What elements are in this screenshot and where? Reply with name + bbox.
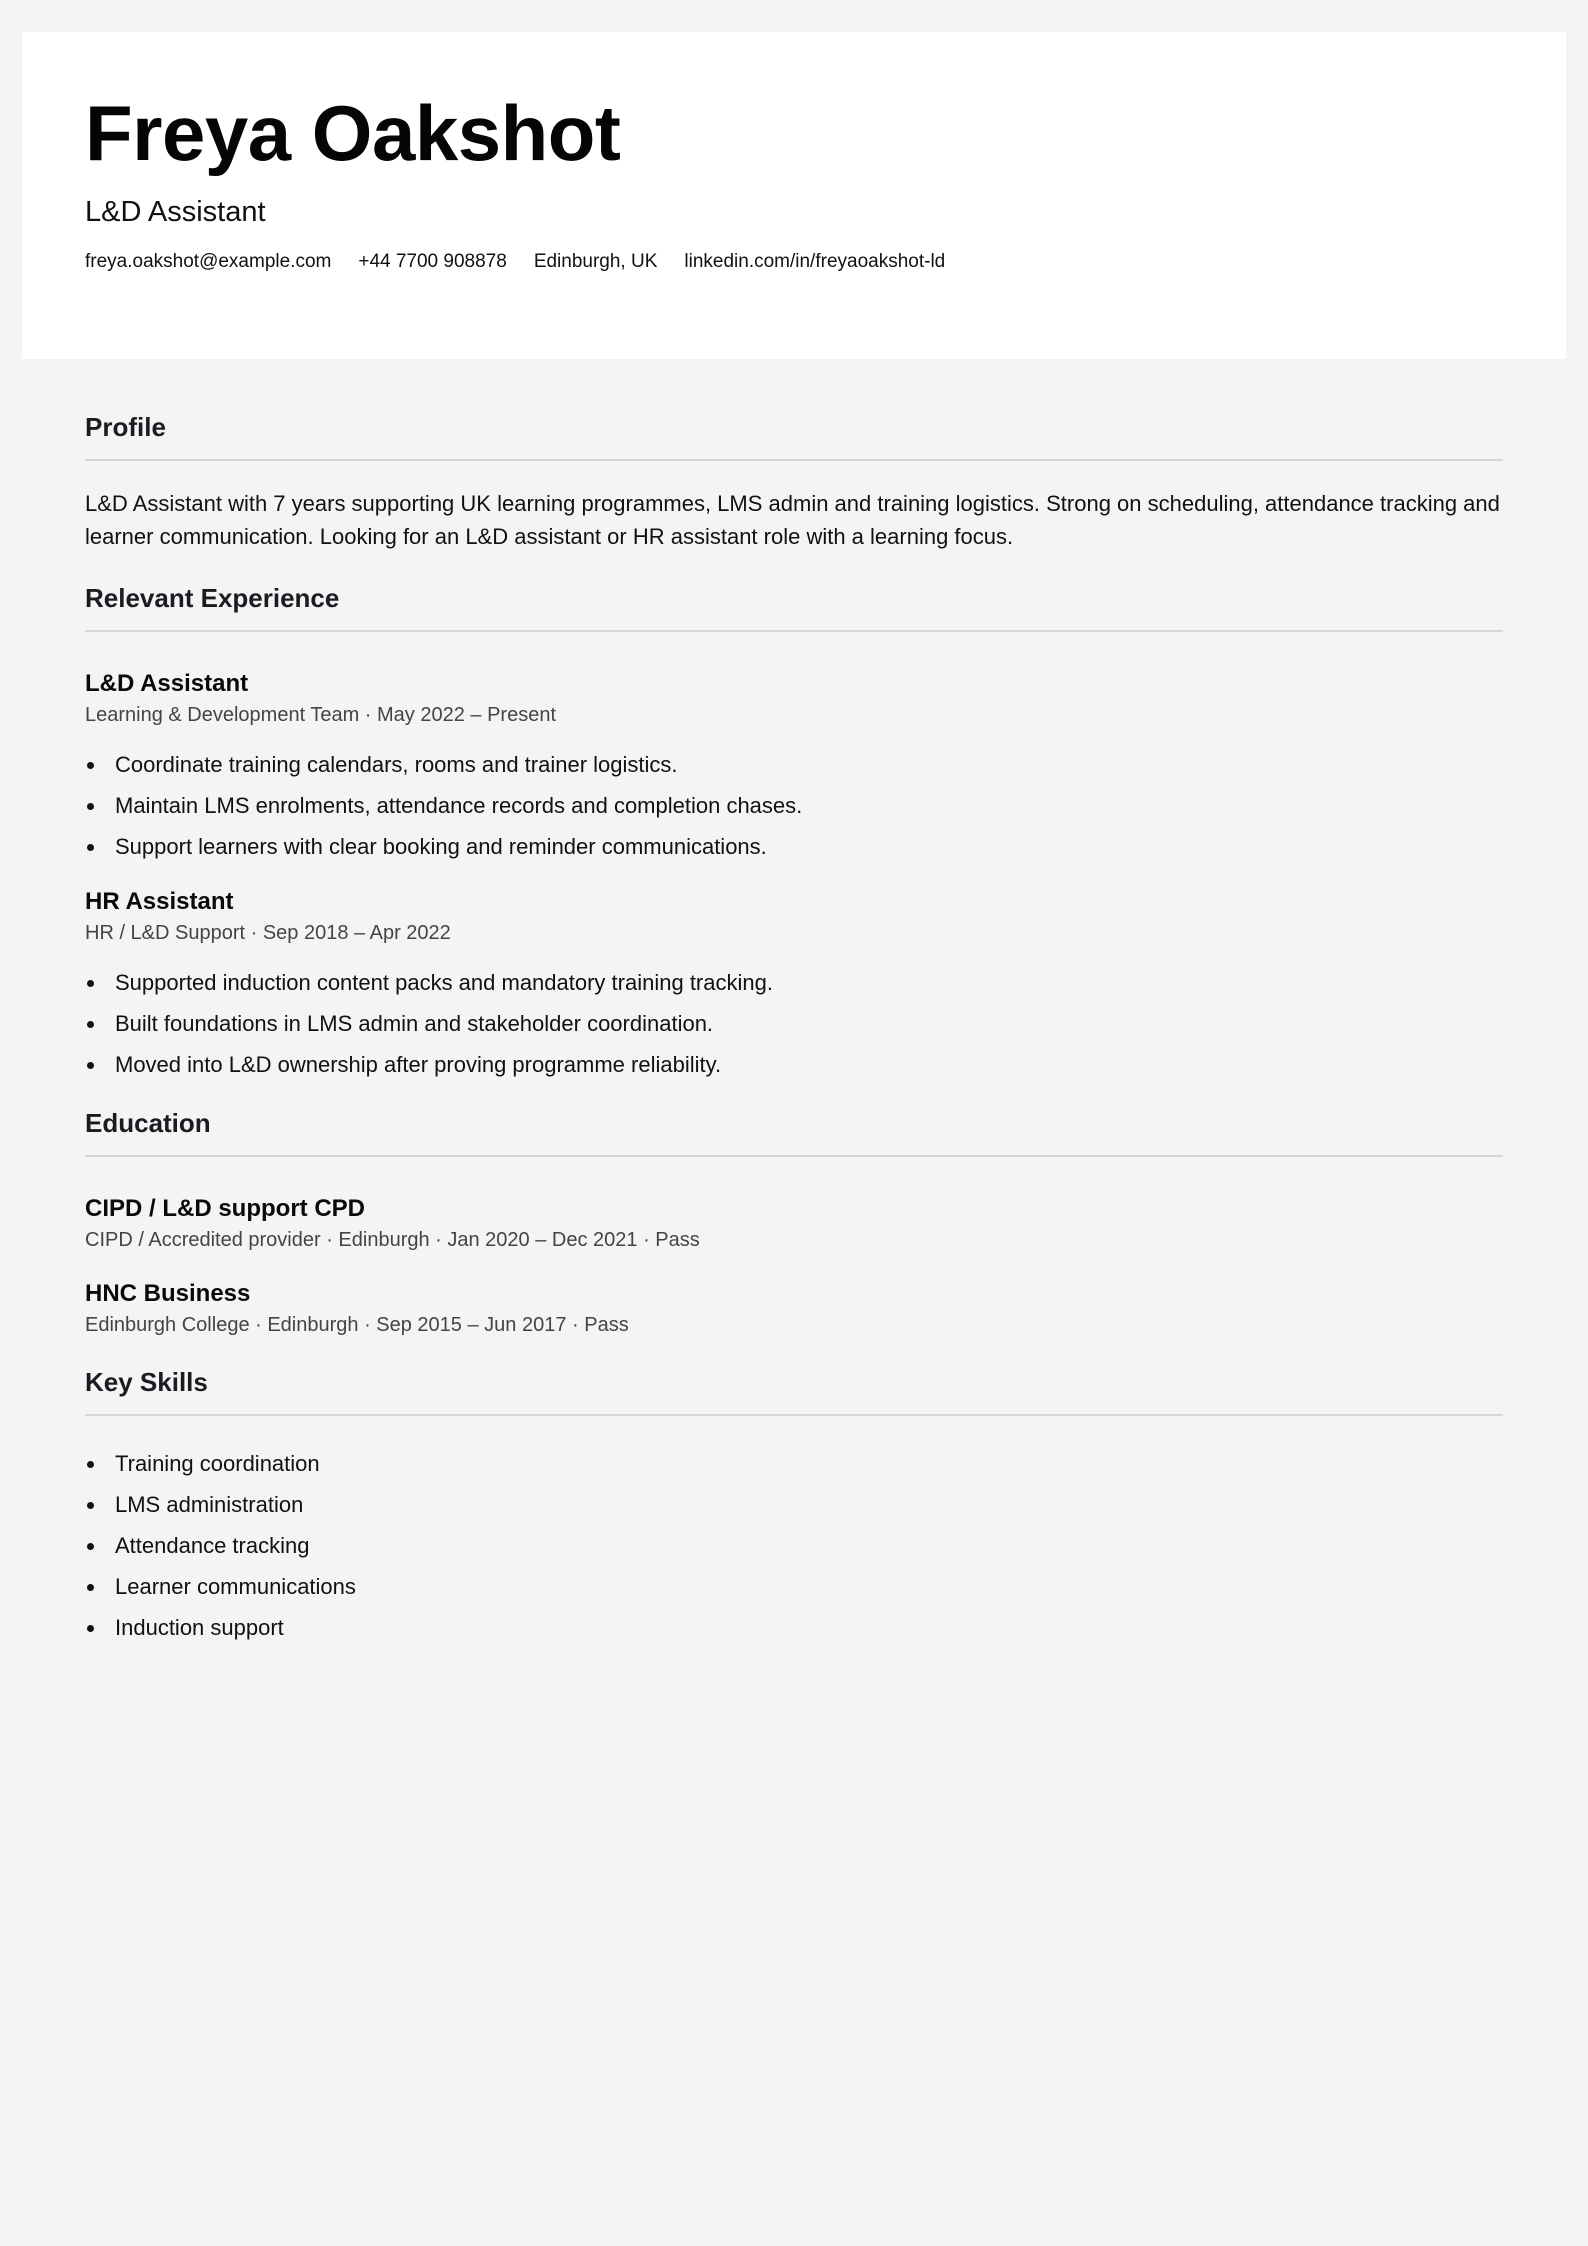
list-item: Supported induction content packs and mandatory training tracking. [85,969,1503,996]
job-meta: Learning & Development Team · May 2022 – Present [85,704,557,726]
education-entry [85,1280,1503,1337]
list-item: Coordinate training calendars, rooms and trainer logistics. [85,751,1503,778]
list-item: Learner communications [85,1573,1503,1600]
section-heading: Profile [85,412,1503,461]
list-item: Training coordination [85,1450,1503,1477]
list-item: Moved into L&D ownership after proving programme reliability. [85,1051,1503,1078]
contact-location: Edinburgh, UK [533,251,658,272]
list-item: LMS administration [85,1491,1503,1518]
resume-body [85,412,1503,1655]
list-item: Built foundations in LMS admin and stakeholder coordination. [85,1010,1503,1037]
profile-text: L&D Assistant with 7 years supporting UK learning programmes, LMS admin and training logistics. Strong on scheduling, attendance tracking and learner communication. Looking for an L&D assistant or HR assistant role with a learning focus. [85,491,1500,549]
job-meta: HR / L&D Support · Sep 2018 – Apr 2022 [85,922,451,944]
contact-email[interactable]: freya.oakshot@example.com [85,251,332,272]
experience-entry [85,888,1503,1078]
skills-list [85,1450,1503,1641]
experience-section [85,583,1503,1078]
candidate-name: Freya Oakshot [85,89,621,177]
job-title: HR Assistant [85,888,234,915]
candidate-title: L&D Assistant [85,196,266,228]
section-heading: Key Skills [85,1367,1503,1416]
section-heading: Relevant Experience [85,583,1503,632]
list-item: Support learners with clear booking and reminder communications. [85,833,1503,860]
list-item: Maintain LMS enrolments, attendance records and completion chases. [85,792,1503,819]
experience-list [85,632,1503,1078]
list-item: Induction support [85,1614,1503,1641]
job-bullets [85,751,1503,860]
qualification-title: CIPD / L&D support CPD [85,1195,365,1222]
contact-row [85,251,1566,273]
job-title: L&D Assistant [85,670,249,697]
section-heading: Education [85,1108,1503,1157]
qualification-meta: CIPD / Accredited provider · Edinburgh · Jan 2020 – Dec 2021 · Pass [85,1229,700,1251]
contact-linkedin[interactable]: linkedin.com/in/freyaoakshot-ld [684,251,946,272]
profile-section [85,412,1503,553]
qualification-meta: Edinburgh College · Edinburgh · Sep 2015 – Jun 2017 · Pass [85,1314,629,1336]
job-bullets [85,969,1503,1078]
skills-section [85,1367,1503,1641]
qualification-title: HNC Business [85,1280,251,1307]
experience-entry [85,670,1503,860]
education-section [85,1108,1503,1337]
resume-header [22,32,1566,359]
contact-phone[interactable]: +44 7700 908878 [358,251,507,272]
education-entry [85,1195,1503,1252]
list-item: Attendance tracking [85,1532,1503,1559]
education-list [85,1157,1503,1337]
